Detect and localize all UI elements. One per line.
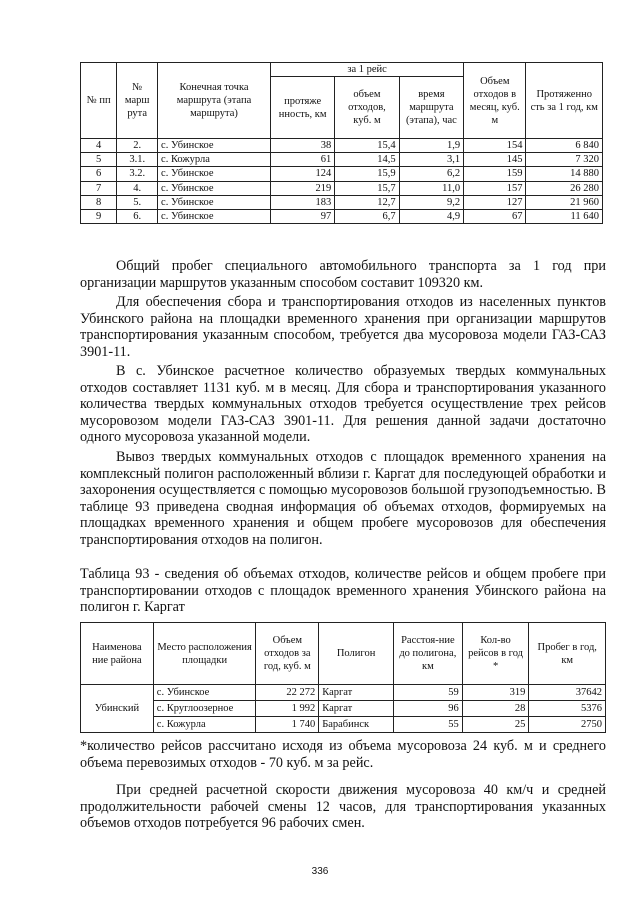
table-row <box>81 210 603 224</box>
cell-volume: 15,9 <box>335 167 399 181</box>
cell-length: 219 <box>271 181 335 195</box>
header-length: протяже нность, км <box>271 77 335 139</box>
header-site: Место расположения площадки <box>153 623 256 685</box>
cell-distance: 59 <box>393 685 462 701</box>
cell-distance: 55 <box>393 717 462 733</box>
cell-volume: 1 740 <box>256 717 319 733</box>
cell-time: 11,0 <box>399 181 464 195</box>
table-row <box>81 195 603 209</box>
header-yearly: Протяженно сть за 1 год, км <box>526 63 603 139</box>
header-trips: Кол-во рейсов в год * <box>462 623 529 685</box>
cell-trips: 25 <box>462 717 529 733</box>
cell-volume: 15,7 <box>335 181 399 195</box>
cell-num: 5 <box>81 153 117 167</box>
cell-time: 4,9 <box>399 210 464 224</box>
cell-volume: 22 272 <box>256 685 319 701</box>
header-district: Наименова ние района <box>81 623 154 685</box>
cell-time: 1,9 <box>399 139 464 153</box>
header-monthly: Объем отходов в месяц, куб. м <box>464 63 526 139</box>
paragraph-work-shifts: При средней расчетной скорости движения мусоровоза 40 км/ч и средней продолжительности рабочей смены 12 часов, для транспортирования указанных объемов отходов потребуется 96 рабочих смен. <box>80 782 606 832</box>
cell-volume: 12,7 <box>335 195 399 209</box>
cell-landfill: Каргат <box>319 685 394 701</box>
paragraph-total-mileage: Общий пробег специального автомобильного транспорта за 1 год при организации маршрутов указанным способом составит 109320 км. <box>80 258 606 291</box>
cell-monthly: 67 <box>464 210 526 224</box>
cell-volume: 1 992 <box>256 701 319 717</box>
cell-site: с. Круглоозерное <box>153 701 256 717</box>
cell-mileage: 37642 <box>529 685 606 701</box>
header-route: № марш рута <box>117 63 158 139</box>
cell-trips: 319 <box>462 685 529 701</box>
cell-endpoint: с. Убинское <box>158 167 271 181</box>
cell-yearly: 21 960 <box>526 195 603 209</box>
cell-length: 183 <box>271 195 335 209</box>
table93-footnote: *количество рейсов рассчитано исходя из объема мусоровоза 24 куб. м и среднего объема перевозимых отходов - 70 куб. м за рейс. <box>80 738 606 771</box>
cell-trips: 28 <box>462 701 529 717</box>
table-row <box>81 153 603 167</box>
header-volume: Объем отходов за год, куб. м <box>256 623 319 685</box>
header-endpoint: Конечная точка маршрута (этапа маршрута) <box>158 63 271 139</box>
cell-route: 2. <box>117 139 158 153</box>
cell-site: с. Убинское <box>153 685 256 701</box>
paragraph-trucks-required: Для обеспечения сбора и транспортирования отходов из населенных пунктов Убинского района на площадки временного хранения при организации маршрутов транспортирования указанным способом, требуется два мусоровоза модели ГАЗ-САЗ 3901-11. <box>80 294 606 360</box>
cell-monthly: 157 <box>464 181 526 195</box>
header-per-trip: за 1 рейс <box>271 63 464 77</box>
cell-num: 4 <box>81 139 117 153</box>
cell-yearly: 11 640 <box>526 210 603 224</box>
cell-endpoint: с. Убинское <box>158 139 271 153</box>
cell-route: 3.1. <box>117 153 158 167</box>
cell-monthly: 145 <box>464 153 526 167</box>
header-num: № пп <box>81 63 117 139</box>
header-distance: Расстоя-ние до полигона, км <box>393 623 462 685</box>
cell-district: Убинский <box>81 685 154 733</box>
cell-route: 6. <box>117 210 158 224</box>
cell-endpoint: с. Убинское <box>158 181 271 195</box>
cell-yearly: 6 840 <box>526 139 603 153</box>
table-row <box>81 685 606 701</box>
cell-length: 97 <box>271 210 335 224</box>
cell-route: 4. <box>117 181 158 195</box>
header-volume: объем отходов, куб. м <box>335 77 399 139</box>
table-row <box>81 717 606 733</box>
cell-volume: 14,5 <box>335 153 399 167</box>
table-row <box>81 167 603 181</box>
cell-length: 124 <box>271 167 335 181</box>
cell-yearly: 14 880 <box>526 167 603 181</box>
header-time: время маршрута (этапа), час <box>399 77 464 139</box>
cell-endpoint: с. Кожурла <box>158 153 271 167</box>
cell-volume: 15,4 <box>335 139 399 153</box>
cell-time: 9,2 <box>399 195 464 209</box>
cell-route: 5. <box>117 195 158 209</box>
paragraph-ubinskoe-volume: В с. Убинское расчетное количество образуемых твердых коммунальных отходов составляет 1131 куб. м в месяц. Для сбора и транспортирования указанного количества твердых коммунальных отходов требуется осуществление трех рейсов мусоровозом модели ГАЗ-САЗ 3901-11. Для решения данной задачи достаточно одного мусоровоза указанной модели. <box>80 363 606 446</box>
cell-route: 3.2. <box>117 167 158 181</box>
header-mileage: Пробег в год, км <box>529 623 606 685</box>
cell-volume: 6,7 <box>335 210 399 224</box>
header-landfill: Полигон <box>319 623 394 685</box>
cell-length: 38 <box>271 139 335 153</box>
cell-site: с. Кожурла <box>153 717 256 733</box>
cell-length: 61 <box>271 153 335 167</box>
table-row <box>81 139 603 153</box>
cell-num: 9 <box>81 210 117 224</box>
cell-num: 6 <box>81 167 117 181</box>
paragraph-landfill-transport: Вывоз твердых коммунальных отходов с площадок временного хранения на комплексный полигон расположенный вблизи г. Каргат для последующей обработки и захоронения осуществляется с помощью мусоровозов большой грузоподъемностью. В таблице 93 приведена сводная информация об объемах отходов, формируемых на площадках временного хранения и общем пробеге мусоровозов для обеспечения транспортирования отходов на полигон. <box>80 449 606 548</box>
cell-mileage: 2750 <box>529 717 606 733</box>
cell-distance: 96 <box>393 701 462 717</box>
cell-time: 6,2 <box>399 167 464 181</box>
table-row <box>81 701 606 717</box>
table-row <box>81 181 603 195</box>
table93-caption: Таблица 93 - сведения об объемах отходов, количестве рейсов и общем пробеге при транспортировании отходов с площадок временного хранения Убинского района на полигон г. Каргат <box>80 566 606 616</box>
table93 <box>80 622 606 733</box>
cell-landfill: Барабинск <box>319 717 394 733</box>
cell-num: 7 <box>81 181 117 195</box>
cell-time: 3,1 <box>399 153 464 167</box>
routes-table <box>80 62 603 224</box>
cell-landfill: Каргат <box>319 701 394 717</box>
cell-endpoint: с. Убинское <box>158 195 271 209</box>
cell-monthly: 154 <box>464 139 526 153</box>
cell-yearly: 26 280 <box>526 181 603 195</box>
cell-num: 8 <box>81 195 117 209</box>
cell-mileage: 5376 <box>529 701 606 717</box>
cell-yearly: 7 320 <box>526 153 603 167</box>
cell-endpoint: с. Убинское <box>158 210 271 224</box>
page-number: 336 <box>311 866 329 877</box>
cell-monthly: 127 <box>464 195 526 209</box>
cell-monthly: 159 <box>464 167 526 181</box>
